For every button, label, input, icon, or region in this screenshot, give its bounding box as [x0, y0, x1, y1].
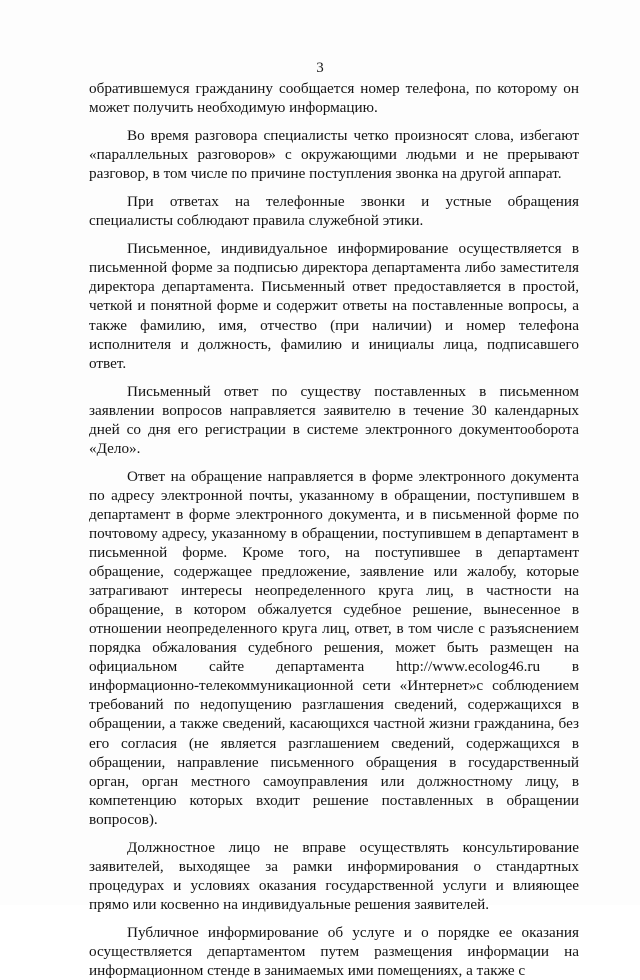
document-body — [89, 79, 579, 980]
paragraph-response-deadline: Письменный ответ по существу поставленных в письменном заявлении вопросов направляется заявителю в течение 30 календарных дней со дня его регистрации в системе электронного документооборота «Дело». — [89, 382, 579, 457]
paragraph-response-delivery: Ответ на обращение направляется в форме электронного документа по адресу электронной почты, указанному в обращении, поступившем в департамент в форме электронного документа, и в письменной форме по почтовому адресу, указанному в обращении, поступившем в департамент в письменной форме. Кроме того, на поступившее в департамент обращение, содержащее предложение, заявление или жалобу, которые затрагивают интересы неопределенного круга лиц, в частности на обращение, в котором обжалуется судебное решение, вынесенное в отношении неопределенного круга лиц, ответ, в том числе с разъяснением порядка обжалования судебного решения, может быть размещен на официальном сайте департамента http://www.ecolog46.ru в информационно-телекоммуникационной сети «Интернет»с соблюдением требований по недопущению разглашения сведений, содержащихся в обращении, а также сведений, касающихся частной жизни гражданина, без его согласия (не является разглашением сведений, содержащихся в обращении, направление письменного обращения в государственный орган, орган местного самоуправления или должностному лицу, в компетенцию которых входит решение поставленных в обращении вопросов). — [89, 467, 579, 828]
paragraph-written-informing: Письменное, индивидуальное информирование осуществляется в письменной форме за подписью директора департамента либо заместителя директора департамента. Письменный ответ предоставляется в простой, четкой и понятной форме и содержит ответы на поставленные вопросы, а также фамилию, имя, отчество (при наличии) и номер телефона исполнителя и должность, фамилию и инициалы лица, подписавшего ответ. — [89, 240, 579, 372]
paragraph-conversation-rules: Во время разговора специалисты четко произносят слова, избегают «параллельных разговоров» с окружающими людьми и не прерывают разговор, в том числе по причине поступления звонка на другой аппарат. — [89, 127, 579, 183]
paragraph-phone-number: обратившемуся гражданину сообщается номер телефона, по которому он может получить необходимую информацию. — [89, 80, 579, 117]
paragraph-consulting-limits: Должностное лицо не вправе осуществлять консультирование заявителей, выходящее за рамки информирования о стандартных процедурах и условиях оказания государственной услуги и влияющее прямо или косвенно на индивидуальные решения заявителей. — [89, 838, 579, 913]
paragraph-service-ethics: При ответах на телефонные звонки и устные обращения специалисты соблюдают правила служебной этики. — [89, 193, 579, 230]
paragraph-public-informing: Публичное информирование об услуге и о порядке ее оказания осуществляется департаментом путем размещения информации на информационном стенде в занимаемых ими помещениях, а также с — [89, 923, 579, 980]
page-number: 3 — [316, 60, 324, 76]
